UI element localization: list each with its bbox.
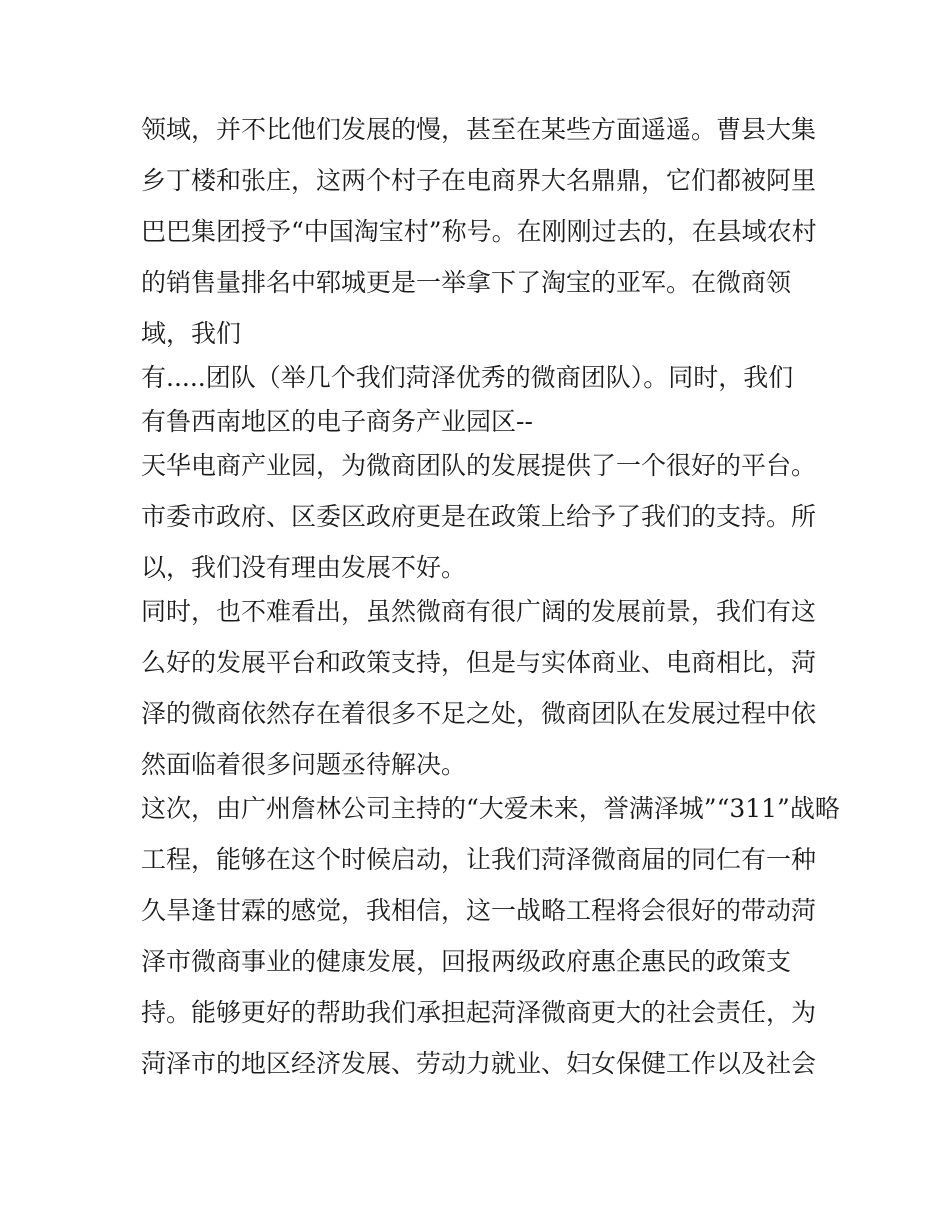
text-line: 有.....团队（举几个我们菏泽优秀的微商团队）。同时，我们 xyxy=(141,363,794,392)
text-line: 有鲁西南地区的电子商务产业园区-- xyxy=(141,407,533,436)
text-line: 巴巴集团授予“中国淘宝村”称号。在刚刚过去的，在县域农村 xyxy=(141,217,817,246)
text-line: 泽的微商依然存在着很多不足之处，微商团队在发展过程中依 xyxy=(141,699,817,728)
text-line: 市委市政府、区委区政府更是在政策上给予了我们的支持。所 xyxy=(141,502,817,531)
text-line: 以，我们没有理由发展不好。 xyxy=(141,553,467,582)
text-line: 的销售量排名中郓城更是一举拿下了淘宝的亚军。在微商领 xyxy=(141,268,792,297)
text-line: 领域，并不比他们发展的慢，甚至在某些方面遥遥。曹县大集 xyxy=(141,115,817,144)
text-line: 乡丁楼和张庄，这两个村子在电商界大名鼎鼎，它们都被阿里 xyxy=(141,166,817,195)
text-line: 同时，也不难看出，虽然微商有很广阔的发展前景，我们有这 xyxy=(141,597,817,626)
text-line: 泽市微商事业的健康发展，回报两级政府惠企惠民的政策支 xyxy=(141,947,792,976)
text-line: 菏泽市的地区经济发展、劳动力就业、妇女保健工作以及社会 xyxy=(141,1049,817,1078)
text-line: 域，我们 xyxy=(141,319,242,348)
text-line: 么好的发展平台和政策支持，但是与实体商业、电商相比，菏 xyxy=(141,648,817,677)
text-line: 天华电商产业园，为微商团队的发展提供了一个很好的平台。 xyxy=(141,451,817,480)
body-text xyxy=(141,108,840,1093)
text-line: 久旱逢甘霖的感觉，我相信，这一战略工程将会很好的带动菏 xyxy=(141,896,817,925)
text-line: 工程，能够在这个时候启动，让我们菏泽微商届的同仁有一种 xyxy=(141,845,817,874)
text-line: 然面临着很多问题丞待解决。 xyxy=(141,750,467,779)
text-line: 这次，由广州詹林公司主持的“大爱未来，誉满泽城”“311”战略 xyxy=(141,794,840,823)
text-line: 持。能够更好的帮助我们承担起菏泽微商更大的社会责任，为 xyxy=(141,998,817,1027)
